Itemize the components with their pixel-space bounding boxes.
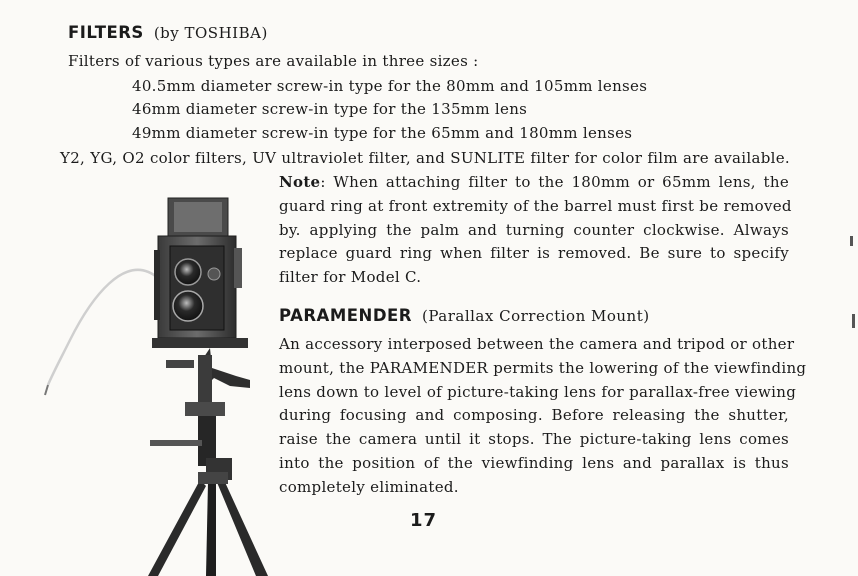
filters-subtitle: (by TOSHIBA): [153, 24, 268, 42]
paramender-line: raise the camera until it stops. The picture-taking lens comes: [279, 430, 789, 448]
note-line: guard ring at front extremity of the barrel must first be removed: [279, 197, 792, 215]
filters-colors: Y2, YG, O2 color filters, UV ultraviolet filter, and SUNLITE filter for color film are available.: [60, 149, 790, 167]
camera-on-tripod-photo: [30, 190, 270, 576]
filters-intro: Filters of various types are available in three sizes :: [68, 52, 479, 70]
paramender-heading: [279, 305, 650, 327]
scan-mark: [850, 236, 853, 246]
note-line: by. applying the palm and turning counter clockwise. Always: [279, 221, 789, 239]
note-line: [279, 171, 789, 193]
paramender-line: An accessory interposed between the camera and tripod or other: [279, 335, 795, 353]
filter-size-line: 49mm diameter screw-in type for the 65mm and 180mm lenses: [132, 124, 633, 142]
note-label: Note: [279, 173, 321, 191]
paramender-line: into the position of the viewfinding lens and parallax is thus: [279, 454, 789, 472]
note-line: filter for Model C.: [279, 268, 422, 286]
paramender-line: mount, the PARAMENDER permits the lowering of the viewfinding: [279, 359, 807, 377]
note-line: replace guard ring when filter is removed. Be sure to specify: [279, 244, 789, 262]
filter-size-line: 40.5mm diameter screw-in type for the 80mm and 105mm lenses: [132, 77, 648, 95]
paramender-line: completely eliminated.: [279, 478, 459, 496]
filters-heading: [68, 22, 268, 44]
paramender-title: PARAMENDER: [279, 306, 412, 325]
page-number: 17: [410, 510, 438, 531]
filters-title: FILTERS: [68, 23, 144, 42]
scan-mark: [852, 314, 855, 328]
paramender-subtitle: (Parallax Correction Mount): [422, 307, 650, 325]
paramender-line: during focusing and composing. Before releasing the shutter,: [279, 406, 789, 424]
note-text: : When attaching filter to the 180mm or 65mm lens, the: [320, 173, 789, 191]
paramender-line: lens down to level of picture-taking lens for parallax-free viewing: [279, 383, 797, 401]
filter-size-line: 46mm diameter screw-in type for the 135mm lens: [132, 100, 528, 118]
